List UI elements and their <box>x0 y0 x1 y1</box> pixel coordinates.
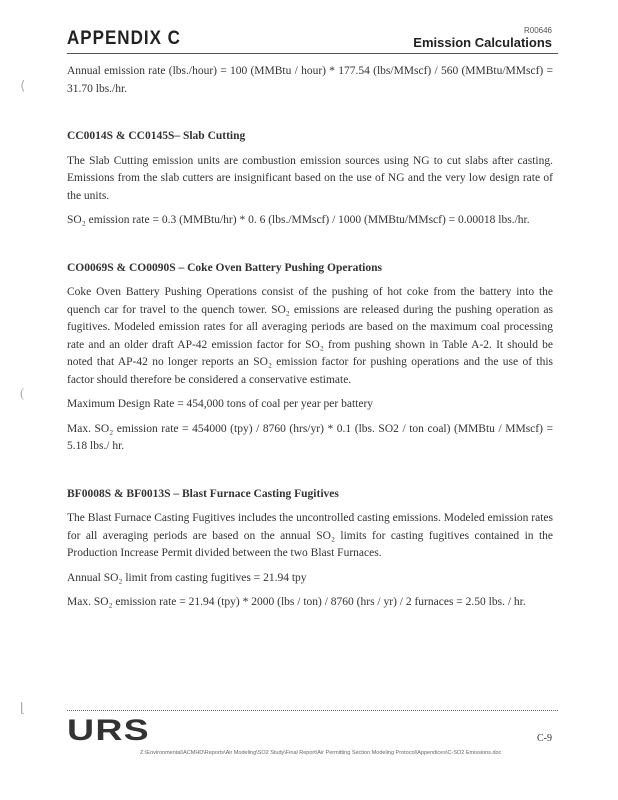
margin-mark: ⟨ <box>20 78 26 93</box>
margin-mark: ( <box>20 385 25 400</box>
paragraph: Annual SO₂ limit from casting fugitives = 21.94 tpy <box>67 571 307 584</box>
section-heading: CC0014S & CC0145S– Slab Cutting <box>67 130 246 142</box>
paragraph: SO₂ emission rate = 0.3 (MMBtu/hr) * 0. 6 (lbs./MMscf) / 1000 (MMBtu/MMscf) = 0.00018 lbs./hr. <box>67 214 530 226</box>
appendix-label: APPENDIX C <box>67 26 181 49</box>
paragraph: Max. SO₂ emission rate = 21.94 (tpy) * 2000 (lbs / ton) / 8760 (hrs / yr) / 2 furnaces = 2.50 lbs. / hr. <box>67 596 526 608</box>
page-number: C-9 <box>537 733 552 744</box>
body-content <box>67 63 553 619</box>
footer-rule <box>67 710 558 711</box>
section-title: Emission Calculations <box>413 35 552 50</box>
paragraph: Coke Oven Battery Pushing Operations consist of the pushing of hot coke from the battery into the quench car for travel to the quench tower. SO₂ emissions are released during the pushing operation as fugitives. Modeled emission rates for all averaging periods are based on the maximum coal processing rate and an older draft AP-42 emission factor for SO₂ from pushing shown in Table A-2. It should be noted that AP-42 no longer reports an SO₂ emission factor for pushing operations and the use of this factor should therefore be considered a conservative estimate. <box>67 286 553 386</box>
header-rule <box>67 53 558 54</box>
paragraph: The Blast Furnace Casting Fugitives includes the uncontrolled casting emissions. Modeled emission rates for all averaging periods are based on the annual SO₂ limits for casting fugitives contained in the Production Increase Permit divided between the two Blast Furnaces. <box>67 512 553 559</box>
paragraph: The Slab Cutting emission units are combustion emission sources using NG to cut slabs after casting. Emissions from the slab cutters are insignificant based on the use of NG and the very low design rate of the units. <box>67 154 553 202</box>
company-logo: URS <box>67 714 150 747</box>
paragraph: Annual emission rate (lbs./hour) = 100 (MMBtu / hour) * 177.54 (lbs/MMscf) / 560 (MMBtu/MMscf) = 31.70 lbs./hr. <box>67 65 553 95</box>
section-heading: CO0069S & CO0090S – Coke Oven Battery Pushing Operations <box>67 261 382 274</box>
paragraph: Maximum Design Rate = 454,000 tons of coal per year per battery <box>67 398 374 410</box>
section-heading: BF0008S & BF0013S – Blast Furnace Casting Fugitives <box>67 487 339 500</box>
margin-mark: ⌊ <box>20 700 26 715</box>
paragraph: Max. SO₂ emission rate = 454000 (tpy) / 8760 (hrs/yr) * 0.1 (lbs. SO2 / ton coal) (MMBtu / MMscf) = 5.18 lbs./ hr. <box>67 422 553 452</box>
document-reference: R00646 <box>523 26 552 35</box>
file-path: Z:\Environmental\ACMHD\Reports\Air Modeling\SO2 Study\Final Report\Air Permitting Section Modeling Protocol\Appendices\C-SO2 Emissions.doc <box>140 750 502 756</box>
